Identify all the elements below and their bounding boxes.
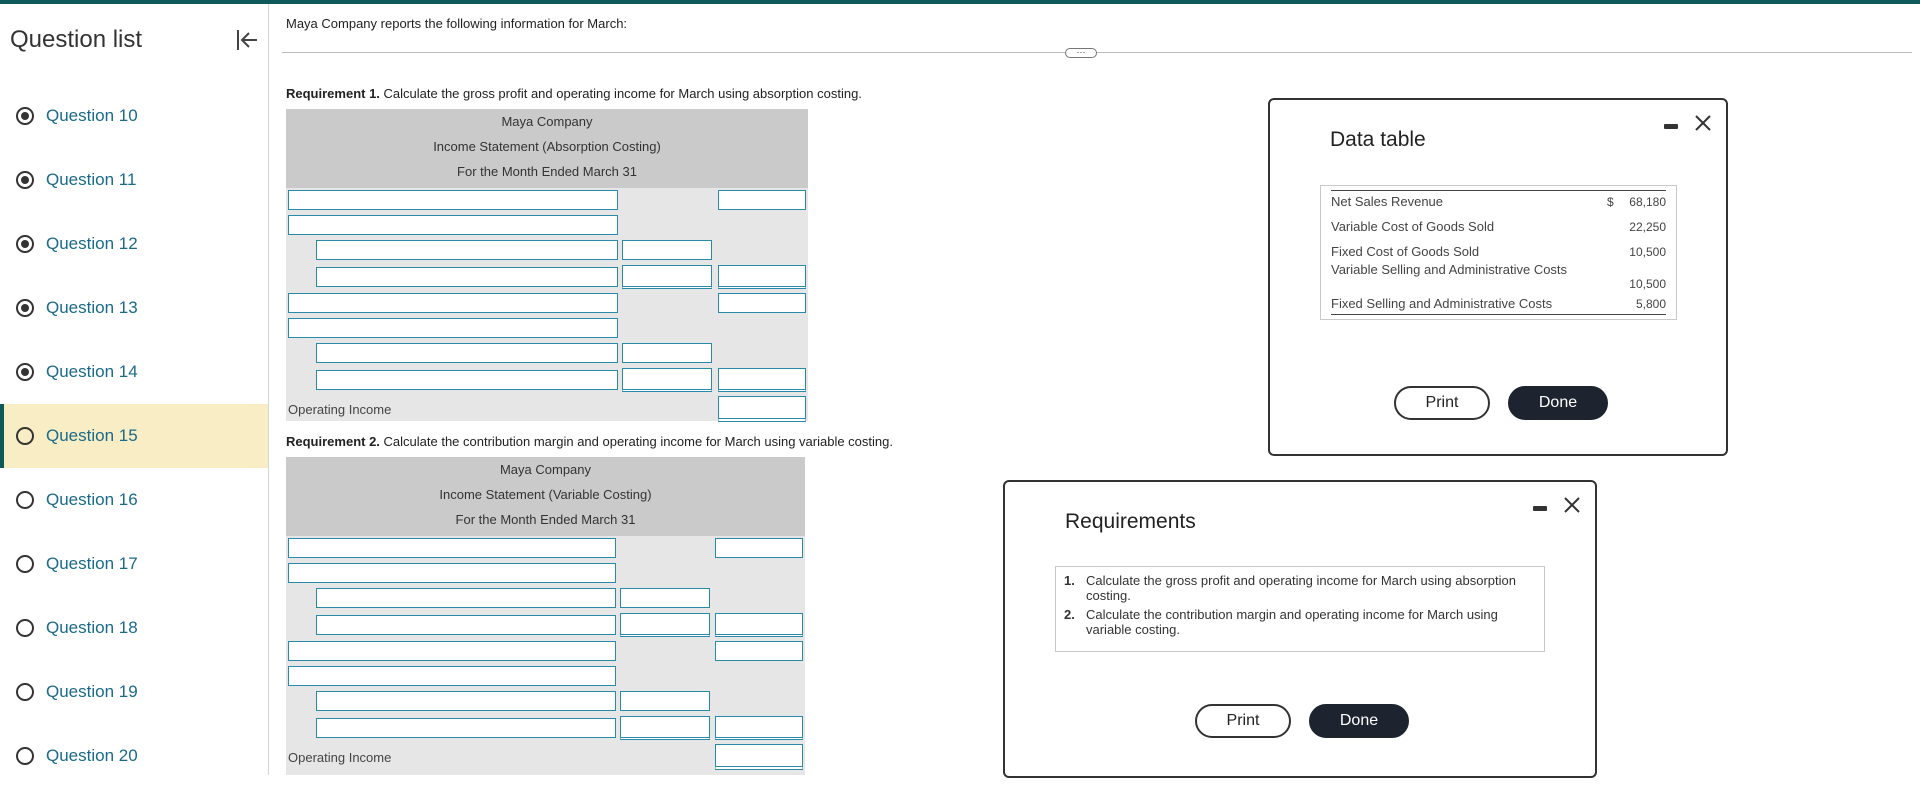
- row-value: 5,800: [1635, 297, 1666, 311]
- statement-period: For the Month Ended March 31: [457, 164, 637, 179]
- question-item-15[interactable]: [0, 404, 268, 468]
- row-label: Variable Selling and Administrative Costs: [1331, 262, 1568, 277]
- row-label: Net Sales Revenue: [1331, 194, 1444, 209]
- done-button[interactable]: Done: [1508, 386, 1608, 420]
- question-item-16[interactable]: [0, 468, 268, 532]
- line-item-label-input[interactable]: [316, 240, 618, 260]
- statement-title: Income Statement (Variable Costing): [439, 487, 652, 502]
- line-item-label-input[interactable]: [288, 190, 618, 210]
- answered-radio-icon: [16, 107, 34, 125]
- requirement-2-heading: [286, 434, 893, 449]
- question-list: [0, 84, 268, 788]
- question-label: Question 13: [46, 298, 138, 317]
- requirement-2-text: Calculate the contribution margin and operating income for March using variable costing.: [379, 434, 893, 449]
- operating-income-input[interactable]: [715, 744, 803, 770]
- row-currency: $: [1607, 195, 1614, 209]
- table-top-rule: [1331, 190, 1666, 191]
- answered-radio-icon: [16, 171, 34, 189]
- line-item-label-input[interactable]: [316, 718, 616, 738]
- minimize-icon[interactable]: [1664, 124, 1678, 129]
- item-text: Calculate the contribution margin and operating income for March using variable costing.: [1086, 607, 1498, 637]
- line-item-label-input[interactable]: [316, 588, 616, 608]
- question-item-19[interactable]: [0, 660, 268, 724]
- answered-radio-icon: [16, 363, 34, 381]
- line-item-label-input[interactable]: [288, 563, 616, 583]
- absorption-income-statement: [286, 109, 808, 421]
- line-item-label-input[interactable]: [288, 666, 616, 686]
- row-label: Fixed Selling and Administrative Costs: [1331, 296, 1553, 311]
- dialog-title: Data table: [1330, 128, 1426, 151]
- line-item-label-input[interactable]: [288, 538, 616, 558]
- line-item-subamount-input[interactable]: [620, 691, 710, 711]
- line-item-amount-input[interactable]: [715, 716, 803, 740]
- question-list-sidebar: [0, 4, 269, 775]
- question-label: Question 10: [46, 106, 138, 125]
- operating-income-label: Operating Income: [288, 402, 392, 417]
- question-item-10[interactable]: [0, 84, 268, 148]
- expand-more-button[interactable]: ···: [1065, 48, 1097, 58]
- line-item-amount-input[interactable]: [718, 265, 806, 289]
- question-label: Question 11: [46, 170, 137, 189]
- minimize-icon[interactable]: [1533, 506, 1547, 511]
- requirement-1-bold: Requirement 1.: [286, 86, 380, 101]
- line-item-amount-input[interactable]: [718, 368, 806, 392]
- question-label: Question 15: [46, 426, 138, 445]
- row-value: 68,180: [1629, 195, 1666, 209]
- row-value: 10,500: [1629, 277, 1666, 291]
- line-item-label-input[interactable]: [288, 641, 616, 661]
- unanswered-radio-icon: [16, 427, 34, 445]
- done-button[interactable]: Done: [1309, 704, 1409, 738]
- line-item-label-input[interactable]: [316, 370, 618, 390]
- question-item-18[interactable]: [0, 596, 268, 660]
- line-item-subamount-input[interactable]: [620, 588, 710, 608]
- line-item-subamount-input[interactable]: [622, 265, 712, 289]
- requirements-dialog: [1003, 480, 1597, 778]
- item-text: Calculate the gross profit and operating income for March using absorption costing.: [1086, 573, 1516, 603]
- variable-income-statement: [286, 457, 805, 775]
- question-label: Question 14: [46, 362, 138, 381]
- question-item-12[interactable]: [0, 212, 268, 276]
- line-item-amount-input[interactable]: [718, 293, 806, 313]
- line-item-amount-input[interactable]: [718, 190, 806, 210]
- operating-income-input[interactable]: [718, 396, 806, 422]
- line-item-subamount-input[interactable]: [620, 716, 710, 740]
- company-name: Maya Company: [501, 114, 593, 129]
- question-item-11[interactable]: [0, 148, 268, 212]
- collapse-sidebar-icon[interactable]: [233, 26, 261, 54]
- question-item-17[interactable]: [0, 532, 268, 596]
- item-number: 1.: [1064, 573, 1075, 588]
- line-item-subamount-input[interactable]: [622, 343, 712, 363]
- statement-title: Income Statement (Absorption Costing): [433, 139, 661, 154]
- line-item-label-input[interactable]: [316, 691, 616, 711]
- question-label: Question 16: [46, 490, 138, 509]
- table-row: [1331, 295, 1666, 315]
- close-icon[interactable]: [1563, 496, 1581, 514]
- item-number: 2.: [1064, 607, 1075, 622]
- list-item: [1064, 607, 1536, 637]
- line-item-amount-input[interactable]: [715, 641, 803, 661]
- table-row: [1331, 218, 1666, 243]
- line-item-label-input[interactable]: [316, 267, 618, 287]
- question-label: Question 20: [46, 746, 138, 765]
- statement-period: For the Month Ended March 31: [455, 512, 636, 527]
- table-row: [1331, 243, 1666, 261]
- sidebar-title: Question list: [10, 26, 143, 53]
- line-item-subamount-input[interactable]: [622, 368, 712, 392]
- data-table: [1320, 185, 1677, 320]
- line-item-amount-input[interactable]: [715, 538, 803, 558]
- requirement-1-heading: [286, 86, 862, 101]
- question-label: Question 12: [46, 234, 138, 253]
- line-item-label-input[interactable]: [316, 615, 616, 635]
- row-value: 22,250: [1629, 220, 1666, 234]
- line-item-label-input[interactable]: [288, 293, 618, 313]
- list-item: [1064, 573, 1536, 603]
- question-item-13[interactable]: [0, 276, 268, 340]
- question-item-20[interactable]: [0, 724, 268, 788]
- question-label: Question 17: [46, 554, 138, 573]
- question-label: Question 18: [46, 618, 138, 637]
- table-row: [1331, 261, 1666, 295]
- company-name: Maya Company: [499, 462, 592, 477]
- unanswered-radio-icon: [16, 555, 34, 573]
- requirement-1-text: Calculate the gross profit and operating income for March using absorption costing.: [379, 86, 862, 101]
- line-item-label-input[interactable]: [288, 215, 618, 235]
- question-intro: Maya Company reports the following information for March:: [286, 16, 628, 31]
- row-label: Fixed Cost of Goods Sold: [1331, 244, 1480, 259]
- unanswered-radio-icon: [16, 683, 34, 701]
- answered-radio-icon: [16, 299, 34, 317]
- table-row: [1331, 193, 1666, 218]
- line-item-label-input[interactable]: [316, 343, 618, 363]
- print-button[interactable]: Print: [1394, 386, 1490, 420]
- row-label: Variable Cost of Goods Sold: [1331, 219, 1495, 234]
- unanswered-radio-icon: [16, 491, 34, 509]
- data-table-dialog: [1268, 98, 1728, 456]
- line-item-amount-input[interactable]: [715, 613, 803, 637]
- requirement-2-bold: Requirement 2.: [286, 434, 380, 449]
- question-label: Question 19: [46, 682, 138, 701]
- row-value: 10,500: [1629, 245, 1666, 259]
- requirements-list: [1055, 566, 1545, 652]
- section-divider: [282, 52, 1912, 53]
- question-item-14[interactable]: [0, 340, 268, 404]
- operating-income-label: Operating Income: [288, 750, 392, 765]
- close-icon[interactable]: [1694, 114, 1712, 132]
- statement-header: [286, 109, 808, 188]
- line-item-subamount-input[interactable]: [622, 240, 712, 260]
- unanswered-radio-icon: [16, 747, 34, 765]
- statement-header: [286, 457, 805, 536]
- dialog-title: Requirements: [1065, 510, 1196, 533]
- line-item-subamount-input[interactable]: [620, 613, 710, 637]
- unanswered-radio-icon: [16, 619, 34, 637]
- line-item-label-input[interactable]: [288, 318, 618, 338]
- answered-radio-icon: [16, 235, 34, 253]
- print-button[interactable]: Print: [1195, 704, 1291, 738]
